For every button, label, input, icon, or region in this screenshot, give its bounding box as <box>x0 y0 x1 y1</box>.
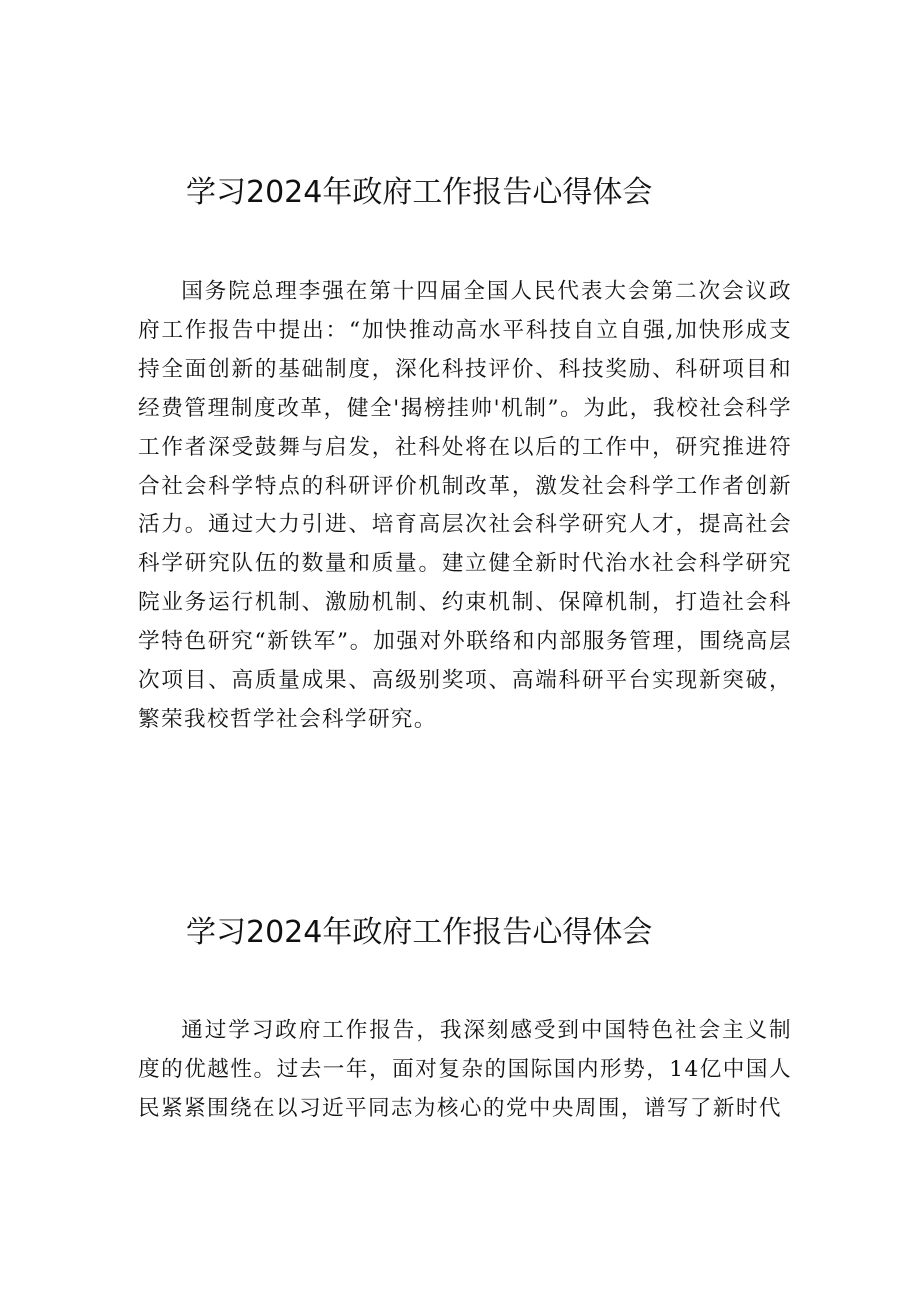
section-title: 学习2024年政府工作报告心得体会 <box>186 915 653 950</box>
body-paragraph: 通过学习政府工作报告，我深刻感受到中国特色社会主义制度的优越性。过去一年，面对复杂的国际国内形势，14亿中国人民紧紧围绕在以习近平同志为核心的党中央周围，谱写了新时代 <box>138 1018 792 1121</box>
section-title: 学习2024年政府工作报告心得体会 <box>186 175 653 210</box>
body-paragraph: 国务院总理李强在第十四届全国人民代表大会第二次会议政府工作报告中提出：“加快推动高水平科技自立自强,加快形成支持全面创新的基础制度，深化科技评价、科技奖励、科研项目和经费管理制度改革，健全'揭榜挂帅'机制”。为此，我校社会科学工作者深受鼓舞与启发，社科处将在以后的工作中，研究推进符合社会科学特点的科研评价机制改革，激发社会科学工作者创新活力。通过大力引进、培育高层次社会科学研究人才，提高社会科学研究队伍的数量和质量。建立健全新时代治水社会科学研究院业务运行机制、激励机制、约束机制、保障机制，打造社会科学特色研究“新铁军”。加强对外联络和内部服务管理，围绕高层次项目、高质量成果、高级别奖项、高端科研平台实现新突破，繁荣我校哲学社会科学研究。 <box>138 279 792 732</box>
